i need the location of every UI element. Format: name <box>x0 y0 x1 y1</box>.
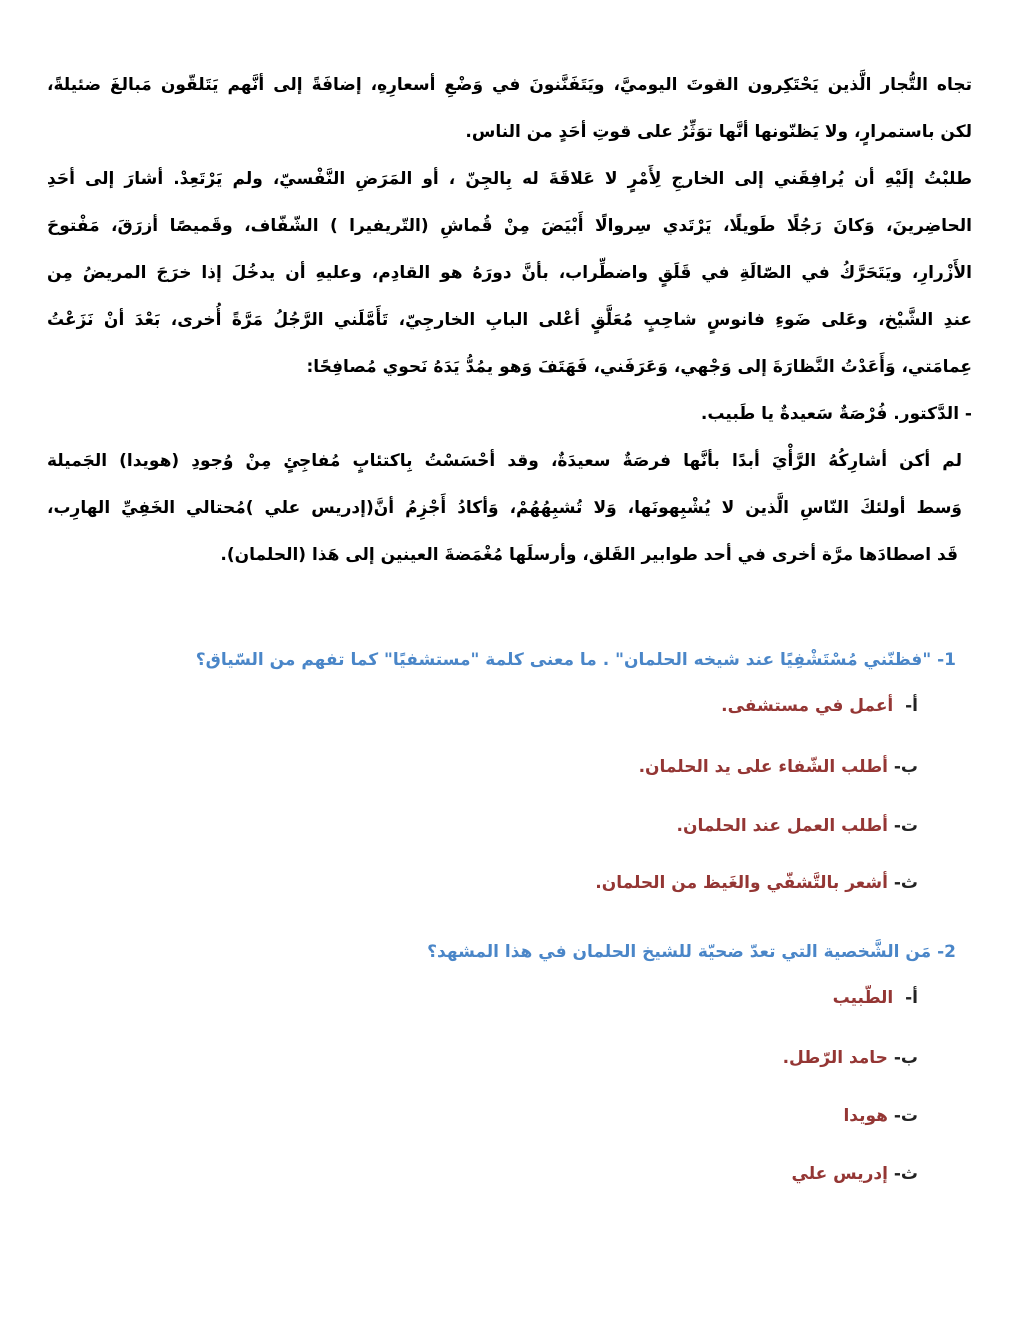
option-text: إدريس علي <box>791 1164 888 1184</box>
question-2: 2- مَن الشَّخصية التي تعدّ ضحيّة للشيخ الحلمان في هذا المشهد؟ <box>427 942 956 962</box>
option-letter: ت- <box>893 816 918 836</box>
option-letter: ب- <box>893 757 918 777</box>
option-text: حامد الرّطل. <box>782 1048 888 1068</box>
q1-option-b[interactable] <box>639 752 918 782</box>
passage-line: لكن باستمرارٍ، ولا يَظنّونها أنَّها توَثِّرُ على قوتِ أحَدٍ من الناس. <box>465 122 972 142</box>
passage-line: الأَزْرارِ، ويَتَحَرَّكُ في الصّالَةِ في قَلَقٍ واضطِّراب، بأنَّ دورَهُ هو القادِم، وعليهِ أن يدخُلَ إذا خرَجَ المريضُ مِن <box>47 263 972 283</box>
q2-option-c[interactable] <box>843 1101 918 1131</box>
q2-option-b[interactable] <box>783 1043 918 1073</box>
dialogue-line: - الدَّكتور. فُرْصَةٌ سَعيدةٌ يا طَبيب. <box>700 404 972 424</box>
passage-line: عندِ الشَّيْخ، وعَلى ضَوءِ فانوسٍ شاحِبٍ مُعَلَّقٍ أعْلى البابِ الخارجِيّ، تَأَمَّلَني الرَّجُلُ مَرَّةً أُخرى، بَعْدَ أنْ نَزَعْتُ <box>47 310 972 330</box>
option-text: أشعر بالتَّشفّي والغَيظ من الحلمان. <box>595 873 888 893</box>
option-letter: ث- <box>893 1164 918 1184</box>
passage-line: الحاضِرينَ، وَكانَ رَجُلًا طَويلًا، يَرْتَدي سِروالًا أَبْيَضَ مِنْ قُماشِ (التّريفيرا ) الشّفّاف، وقَميصًا أزرَقَ، مَفْتوحَ <box>47 216 972 236</box>
story-passage <box>47 62 972 579</box>
option-letter: ث- <box>893 873 918 893</box>
option-text: الطّبيب <box>832 988 894 1008</box>
option-text: أطلب الشّفاء على يد الحلمان. <box>638 757 888 777</box>
q1-option-c[interactable] <box>677 811 919 841</box>
q1-option-a[interactable] <box>721 691 918 721</box>
q2-option-a[interactable] <box>833 983 918 1013</box>
question-1: 1- "فظنّني مُسْتَشْفِيًا عند شيخه الحلمان" . ما معنى كلمة "مستشفيًا" كما تفهم من السّياق؟ <box>195 650 956 670</box>
passage-line: قَد اصطادَها مرَّة أخرى في أحد طوابير القَلق، وأرسلَها مُغْمَضةَ العينين إلى هَذا (الحلمان). <box>220 545 958 565</box>
q2-option-d[interactable] <box>792 1159 918 1189</box>
q1-option-d[interactable] <box>595 868 918 898</box>
option-text: أعمل في مستشفى. <box>721 696 894 716</box>
passage-line: عِمامَتي، وَأَعَدْتُ النَّظارَةَ إلى وَجْهي، وَعَرَفَني، فَهَتَفَ وَهو يمُدُّ يَدَهُ نَحوي مُصافِحًا: <box>306 357 972 377</box>
passage-line: لم أكن أشارِكُهُ الرَّأْيَ أبدًا بأنَّها فرصَةٌ سعيدَةٌ، وقد أحْسَسْتُ بِاكتئابٍ مُفاجِئٍ مِنْ وُجودِ (هويدا) الجَميلة <box>47 451 962 471</box>
option-text: أطلب العمل عند الحلمان. <box>676 816 888 836</box>
option-letter: ب- <box>893 1048 918 1068</box>
option-letter: ت- <box>893 1106 918 1126</box>
option-letter: أ- <box>905 988 918 1008</box>
passage-line: طلبْتُ إلَيْهِ أن يُرافِقَني إلى الخارجِ لِأَمْرٍ لا عَلاقَةَ له بِالجِنّ ، أو المَرَضِ النَّفْسيّ، ولم يَرْتَعِدْ. أشارَ إلى أحَدِ <box>47 169 972 189</box>
option-text: هويدا <box>843 1106 888 1126</box>
passage-line: تجاه التُّجار الَّذين يَحْتَكِرون القوتَ اليوميَّ، ويَتَفَنَّنونَ في وَضْعِ أسعارِهِ، إضافَةً إلى أنَّهم يَتَلقّون مَبالغَ ضئيلةً، <box>47 75 972 95</box>
option-letter: أ- <box>905 696 918 716</box>
passage-line: وَسط أولئكَ النّاسِ الَّذين لا يُشْبِهونَها، وَلا تُشبِهُهُمْ، وَأكادُ أَجْزِمُ أنَّ(إدريس علي )مُحتالي الخَفِيِّ الهارِب، <box>47 498 962 518</box>
